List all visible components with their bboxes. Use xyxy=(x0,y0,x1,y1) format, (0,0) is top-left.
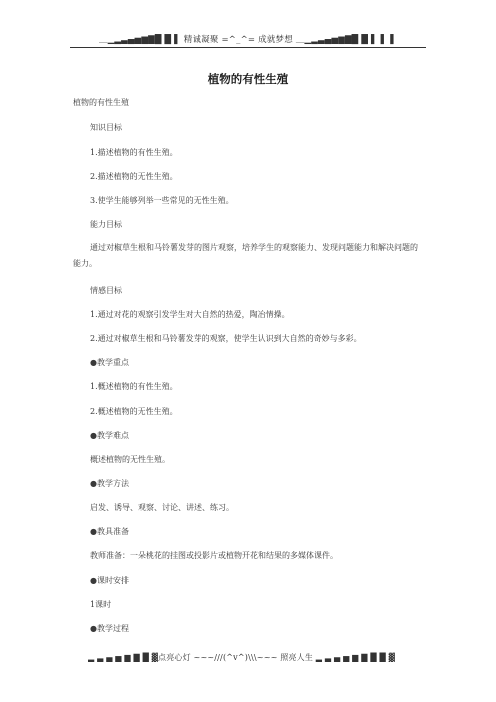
key-point-2: 2.概述植物的无性生殖。 xyxy=(90,407,178,416)
subtitle: 植物的有性生殖 xyxy=(73,98,129,107)
knowledge-item-2: 2.描述植物的无性生殖。 xyxy=(90,172,178,181)
knowledge-item-1: 1.描述植物的有性生殖。 xyxy=(90,148,178,157)
emotion-item-1: 1.通过对花的观察引发学生对大自然的热爱，陶冶情操。 xyxy=(90,310,290,319)
process-heading: ●教学过程 xyxy=(90,624,129,633)
schedule-text: 1课时 xyxy=(90,600,112,609)
ability-heading: 能力目标 xyxy=(90,220,122,229)
emotion-item-2: 2.通过对椒草生根和马铃薯发芽的观察，使学生认识到大自然的奇妙与多彩。 xyxy=(90,334,362,343)
prep-heading: ●教具准备 xyxy=(90,527,129,536)
key-points-heading: ●教学重点 xyxy=(90,358,129,367)
difficulty-heading: ●教学难点 xyxy=(90,431,129,440)
emotion-heading: 情感目标 xyxy=(90,286,122,295)
schedule-heading: ●课时安排 xyxy=(90,576,129,585)
method-text: 启发、诱导、观察、讨论、讲述、练习。 xyxy=(90,503,234,512)
knowledge-item-3: 3.使学生能够列举一些常见的无性生殖。 xyxy=(90,196,234,205)
key-point-1: 1.概述植物的有性生殖。 xyxy=(90,382,178,391)
page-footer: ▂ ▃ ▄ ▅ ▆ ▇ █ ▓点亮心灯 ~~~///(^v^)\\\~~~ 照亮人生 ▂ ▃ ▄ ▅ ▆ ▇ █ █ ▓ xyxy=(88,653,395,662)
prep-text: 教师准备：一朵桃花的挂图或投影片或植物开花和结果的多媒体课件。 xyxy=(90,551,338,560)
method-heading: ●教学方法 xyxy=(90,479,129,488)
page-header: ＿▁▂▃▄▅▆▇█ █ ▌ 精诚凝聚 =^_^= 成就梦想 ＿▁▂▃▄▅▆▇█ █ ▌ ▌ ▌ xyxy=(99,35,397,45)
document-title: 植物的有性生殖 xyxy=(207,72,289,86)
difficulty-text: 概述植物的无性生殖。 xyxy=(90,455,170,464)
knowledge-heading: 知识目标 xyxy=(90,123,122,132)
ability-paragraph: 通过对椒草生根和马铃薯发芽的图片观察，培养学生的观察能力、发现问题能力和解决问题的能力。 xyxy=(73,243,418,268)
